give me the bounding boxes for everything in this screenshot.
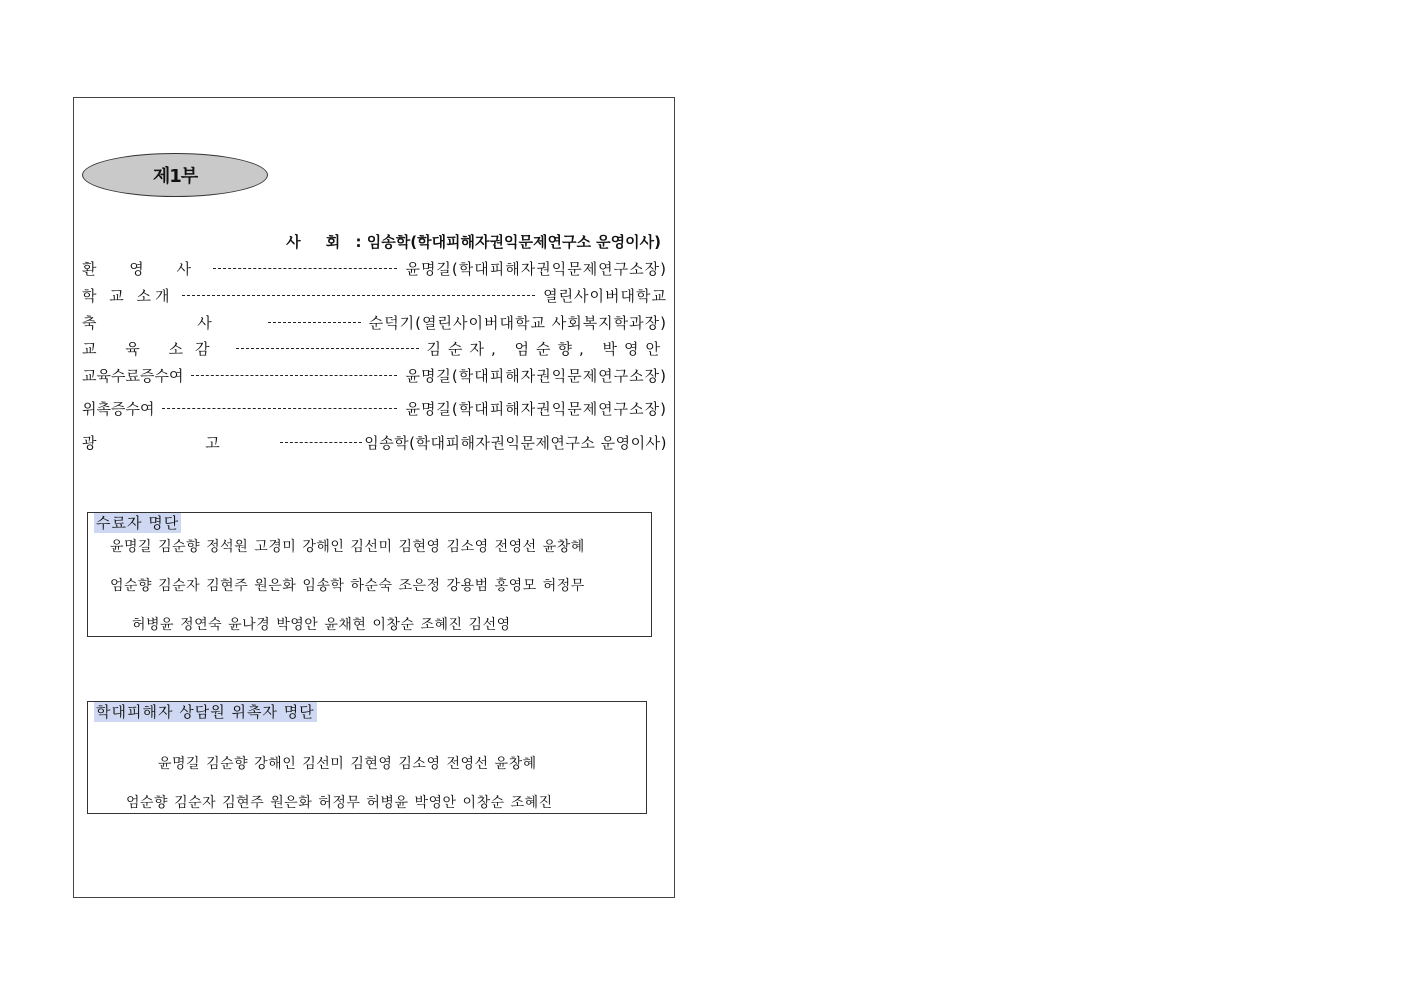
program-value: 윤명길(학대피해자권익문제연구소장): [405, 259, 667, 278]
person-name: 김선영: [468, 617, 511, 633]
dash-leader: [280, 431, 362, 453]
dash-leader: [191, 364, 397, 386]
program-row: [82, 284, 667, 306]
person-name: 윤명길: [158, 756, 201, 772]
person-name: 홍영모: [494, 578, 537, 594]
dash-leader: [268, 311, 361, 333]
program-value: 윤명길(학대피해자권익문제연구소장): [405, 366, 667, 385]
person-name: 강용범: [446, 578, 489, 594]
program-row: [82, 337, 667, 359]
person-name: 김현주: [222, 795, 265, 811]
person-name: 김선미: [302, 756, 345, 772]
person-name: 박영안: [414, 795, 457, 811]
program-row: [82, 397, 667, 419]
person-name: 이창순: [372, 617, 415, 633]
program-row: [82, 311, 667, 333]
person-name: 엄순향: [126, 795, 169, 811]
person-name: 강해인: [254, 756, 297, 772]
program-label: 학 교 소개: [82, 286, 174, 305]
person-name: 김현주: [206, 578, 249, 594]
program-label: 교육수료증수여: [82, 366, 184, 385]
person-name: 김소영: [446, 539, 489, 555]
person-name: 원은화: [254, 578, 297, 594]
person-name: 하순숙: [350, 578, 393, 594]
part-title-oval: [82, 153, 268, 197]
person-name: 고경미: [254, 539, 297, 555]
program-label: 교 육 소감: [82, 339, 222, 358]
program-row: [82, 257, 667, 279]
dash-leader: [213, 257, 397, 279]
program-label: 환 영 사: [82, 259, 206, 278]
graduates-row: [110, 537, 591, 557]
person-name: 조혜진: [420, 617, 463, 633]
counselors-box: [87, 701, 647, 814]
person-name: 허정무: [542, 578, 585, 594]
person-name: 원은화: [270, 795, 313, 811]
person-name: 임송학: [302, 578, 345, 594]
person-name: 정연숙: [180, 617, 223, 633]
person-name: 김소영: [398, 756, 441, 772]
graduates-box: [87, 512, 652, 637]
person-name: 전영선: [494, 539, 537, 555]
person-name: 김순자: [158, 578, 201, 594]
person-name: 허정무: [318, 795, 361, 811]
person-name: 김순자: [174, 795, 217, 811]
person-name: 김순향: [206, 756, 249, 772]
person-name: 김현영: [398, 539, 441, 555]
person-name: 박영안: [276, 617, 319, 633]
person-name: 조은정: [398, 578, 441, 594]
person-name: 전영선: [446, 756, 489, 772]
part-title: 제1부: [152, 166, 198, 187]
program-row: [82, 431, 667, 453]
person-name: 윤나경: [228, 617, 271, 633]
dash-leader: [162, 397, 397, 419]
program-row: [82, 364, 667, 386]
dash-leader: [236, 337, 419, 359]
program-label: 축 사: [82, 313, 260, 332]
person-name: 김현영: [350, 756, 393, 772]
mc-line: [286, 231, 661, 252]
program-value: 임송학(학대피해자권익문제연구소 운영이사): [364, 433, 667, 452]
program-value: 윤명길(학대피해자권익문제연구소장): [405, 399, 667, 418]
dash-leader: [182, 284, 536, 306]
program-value: 순덕기(열린사이버대학교 사회복지학과장): [368, 313, 667, 332]
program-value: 김순자, 엄순향, 박영안: [426, 339, 667, 358]
person-name: 이창순: [462, 795, 505, 811]
person-name: 강해인: [302, 539, 345, 555]
program-label: 위촉증수여: [82, 399, 155, 418]
person-name: 윤채현: [324, 617, 367, 633]
counselors-row: [158, 754, 543, 774]
graduates-title: 수료자 명단: [96, 514, 180, 532]
person-name: 조혜진: [510, 795, 553, 811]
graduates-row: [132, 615, 517, 635]
person-name: 윤창혜: [542, 539, 585, 555]
counselors-title: 학대피해자 상담원 위촉자 명단: [96, 703, 315, 721]
graduates-row: [110, 576, 591, 596]
counselors-row: [126, 793, 559, 813]
person-name: 김순향: [158, 539, 201, 555]
mc-value: 임송학(학대피해자권익문제연구소 운영이사): [366, 233, 661, 251]
person-name: 윤창혜: [494, 756, 537, 772]
mc-label: 사 회: [286, 233, 351, 251]
person-name: 윤명길: [110, 539, 153, 555]
program-label: 광 고: [82, 433, 272, 452]
person-name: 허병윤: [132, 617, 175, 633]
person-name: 김선미: [350, 539, 393, 555]
person-name: 허병윤: [366, 795, 409, 811]
person-name: 엄순향: [110, 578, 153, 594]
program-value: 열린사이버대학교: [543, 286, 667, 305]
mc-sep: :: [355, 233, 362, 251]
person-name: 정석원: [206, 539, 249, 555]
